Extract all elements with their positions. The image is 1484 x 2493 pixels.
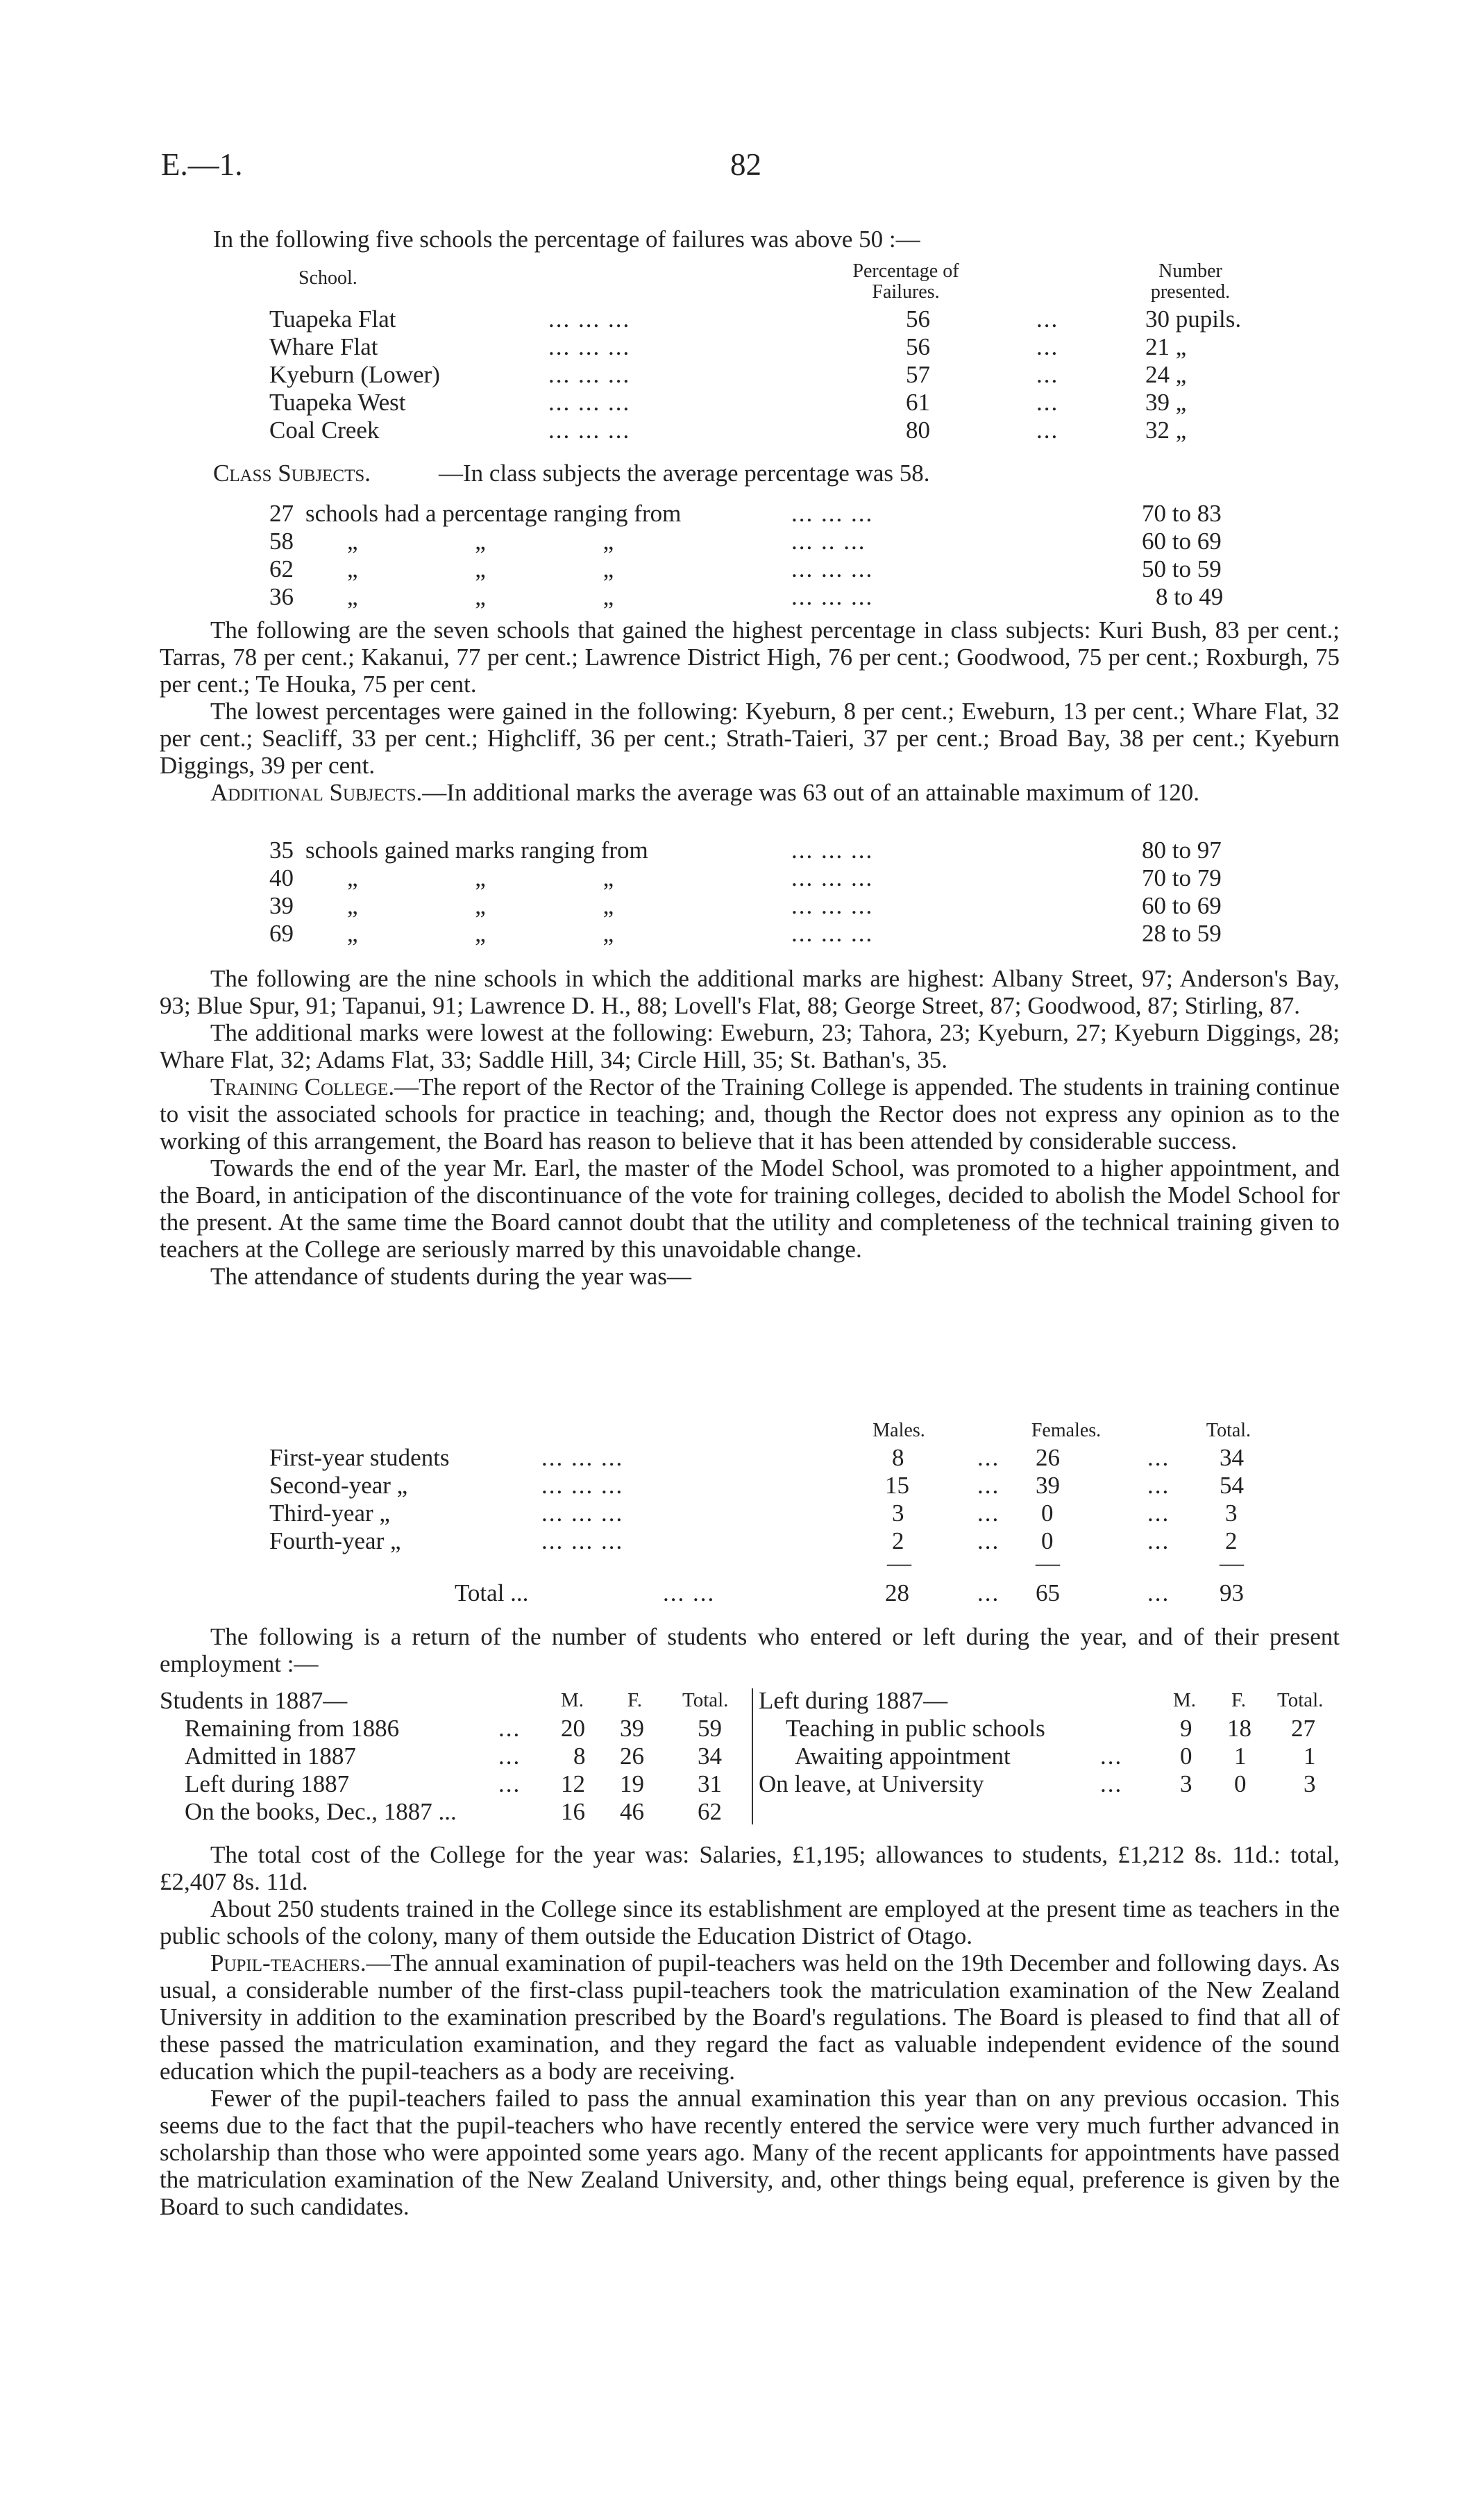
- att-col-females: Females.: [1031, 1420, 1102, 1441]
- document-code: E.—1.: [161, 147, 243, 182]
- training-college-paragraph: Training College.—The report of the Rector of the Training College is appended. The students in training continue to visit the associated schools for practice in teaching; and, though the Rector does not express any opinion as to the working of this arrangement, the Board has reason to believe that it has been attended by considerable success.: [160, 1073, 1340, 1155]
- class-lowest-paragraph: The lowest percentages were gained in the following: Kyeburn, 8 per cent.; Eweburn, 13 per cent.; Whare Flat, 32 per cent.; Seacliff, 33 per cent.; Highcliff, 36 per cent.; Strath-Taieri, 37 per cent.; Broad Bay, 38 per cent.; Kyeburn Diggings, 39 per cent.: [160, 698, 1340, 779]
- total-rule: —: [887, 1550, 911, 1577]
- col-num-header: Number presented.: [1150, 260, 1231, 303]
- col-school-header: School.: [298, 267, 357, 289]
- closing-paragraphs: [160, 1841, 1340, 2220]
- additional-subjects-paragraph: Additional Subjects.—In additional marks the average was 63 out of an attainable maximum of 120.: [210, 779, 1199, 806]
- return-intro: The following is a return of the number of students who entered or left during the year, and of their present employment :—: [160, 1623, 1340, 1677]
- cost-paragraph: The total cost of the College for the year was: Salaries, £1,195; allowances to students, £1,212 8s. 11d.: total, £2,407 8s. 11d.: [160, 1841, 1340, 1895]
- table-divider: [752, 1688, 753, 1824]
- attendance-intro: The attendance of students during the year was—: [210, 1263, 691, 1290]
- training-college-heading: Training College.: [210, 1073, 395, 1100]
- att-col-total: Total.: [1206, 1420, 1251, 1441]
- pupil-teachers-heading: Pupil-teachers.: [210, 1949, 366, 1976]
- class-highest-paragraph: The following are the seven schools that gained the highest percentage in class subjects: Kuri Bush, 83 per cent.; Tarras, 78 per cent.; Kakanui, 77 per cent.; Lawrence District High, 76 per cent.; Goodwood, 75 per cent.; Roxburgh, 75 per cent.; Te Houka, 75 per cent.: [160, 616, 1340, 698]
- page-number: 82: [730, 147, 761, 182]
- att-col-males: Males.: [872, 1420, 925, 1441]
- employed-paragraph: About 250 students trained in the College since its establishment are employed at the present time as teachers in the public schools of the colony, many of them outside the Education District of Otago.: [160, 1895, 1340, 1949]
- additional-lowest-paragraph: The additional marks were lowest at the following: Eweburn, 23; Tahora, 23; Kyeburn, 27; Kyeburn Diggings, 28; Whare Flat, 32; Adams Flat, 33; Saddle Hill, 34; Circle Hill, 35; St. Bathan's, 35.: [160, 1019, 1340, 1073]
- col-pct-header: Percentage of Failures.: [852, 260, 959, 303]
- total-rule: —: [1036, 1550, 1060, 1577]
- failures-intro: In the following five schools the percentage of failures was above 50 :—: [213, 226, 920, 253]
- document-page: E.—1. 82 In the following five schools the percentage of failures was above 50 :— School. Percentage of Failures. Number presented. Tuapeka Flat ... ... ... 56 ... 30 pupils. Whare Flat ... ... ... 56 ... 21 „ Kyeburn (Lower) ... ... ... 57 ... 24 „ Tuapeka West ... ... ... 61 ... 39 „ Coal Creek ... ... ... 80 ... 32 „ Class Subjects. —In class subjects the average percentage was 58. 27 schools had a percentage ranging from ... ... ... 70 to 83 58 „ „ „ ... .. ... 60 to 69 62 „ „ „ ... ... ... 50 to 59 36 „ „ „ ... ... ... 8 to 49 The following are the seven schools that gained the highest percentage in class subjects: Kuri Bush, 83 per cent.; Tarras, 78 per cent.; Kakanui, 77 per cent.; Lawrence District High, 76 per cent.; Goodwood, 75 per cent.; Roxburgh, 75 per cent.; Te Houka, 75 per cent. The lowest percentages were gained in the following: Kyeburn, 8 per cent.; Eweburn, 13 per cent.; Whare Flat, 32 per cent.; Seacliff, 33 per cent.; Highcliff, 36 per cent.; Strath-Taieri, 37 per cent.; Broad Bay, 38 per cent.; Kyeburn Diggings, 39 per cent. Additional Subjects.—In additional marks the average was 63 out of an attainable maximum of 120. 35 schools gained marks ranging from ... ... ... 80 to 97 40 „ „ „ ... ... ... 70 to 79 39 „ „ „ ... ... ... 60 to 69 69 „ „ „ ... ... ... 28 to 59 The following are the nine schools in which the additional marks are highest: Albany Street, 97; Anderson's Bay, 93; Blue Spur, 91; Tapanui, 91; Lawrence D. H., 88; Lovell's Flat, 88; George Street, 87; Goodwood, 87; Stirling, 87. The additional marks were lowest at the following: Eweburn, 23; Tahora, 23; Kyeburn, 27; Kyeburn Diggings, 28; Whare Flat, 32; Adams Flat, 33; Saddle Hill, 34; Circle Hill, 35; St. Bathan's, 35. Training College.—The report of the Rector of the Training College is appended. The students in training continue to visit the associated schools for practice in teaching; and, though the Rector does not express any opinion as to the working of this arrangement, the Board has reason to believe that it has been attended by considerable success. Towards the end of the year Mr. Earl, the master of the Model School, was promoted to a higher appointment, and the Board, in anticipation of the discontinuance of the vote for training colleges, decided to abolish the Model School for the present. At the same time the Board cannot doubt that the utility and completeness of the technical training given to teachers at the College are seriously marred by this unavoidable change. The attendance of students during the year was— Males. Females. Total. First-year students ... ... ... 8 ... 26 ... 34 Second-year „ ... ... ... 15 ... 39 ... 54 Third-year „ ... ... ... 3 ... 0 ... 3 Fourth-year „ ... ... ... 2 ... 0 ... 2 — — — Total ... ... ... 28 ... 65 ... 93 The following is a return of the number of students who entered or left during the year, and of their present employment :— Students in 1887— M. F. Total. Remaining from 1886 ... 20 39 59 Admitted in 1887 ... 8 26 34 Left during 1887 ... 12 19 31 On the books, Dec., 1887 ... 16 46 62 Left during 1887— M. F. Total. Teaching in public schools 9 18 27 Awaiting appointment ... 0 1 1 On leave, at University ... 3 0 3 The total cost of the College for the year was: Salaries, £1,195; allowances to students, £1,212 8s. 11d.: total, £2,407 8s. 11d. About 250 students trained in the College since its establishment are employed at the present time as teachers in the public schools of the colony, many of them outside the Education District of Otago. Pupil-teachers.—The annual examination of pupil-teachers was held on the 19th December and following days. As usual, a considerable number of the first-class pupil-teachers took the matriculation examination of the New Zealand University in addition to the examination prescribed by the Board's regulations. The Board is pleased to find that all of these passed the matriculation examination, and they regard the fact as valuable independent evidence of the sound education which the pupil-teachers as a body are receiving. Fewer of the pupil-teachers failed to pass the annual examination this year than on any previous occasion. This seems due to the fact that the pupil-teachers who have recently entered the service were very much further advanced in scholarship than those who were appointed some years ago. Many of the recent applicants for appointments have passed the matriculation examination of the New Zealand University, and, other things being equal, preference is given by the Board to such candidates.: [160, 147, 1340, 2220]
- additional-and-training-paragraphs: [160, 965, 1340, 1290]
- pupil-teachers-paragraph: Pupil-teachers.—The annual examination of pupil-teachers was held on the 19th December and following days. As usual, a considerable number of the first-class pupil-teachers took the matriculation examination of the New Zealand University in addition to the examination prescribed by the Board's regulations. The Board is pleased to find that all of these passed the matriculation examination, and they regard the fact as valuable independent evidence of the sound education which the pupil-teachers as a body are receiving.: [160, 1949, 1340, 2085]
- return-intro-block: [160, 1623, 1340, 1677]
- total-rule: —: [1220, 1550, 1244, 1577]
- pupil-teachers-second-paragraph: Fewer of the pupil-teachers failed to pass the annual examination this year than on any previous occasion. This seems due to the fact that the pupil-teachers who have recently entered the service were very much further advanced in scholarship than those who were appointed some years ago. Many of the recent applicants for appointments have passed the matriculation examination of the New Zealand University, and, other things being equal, preference is given by the Board to such candidates.: [160, 2085, 1340, 2220]
- additional-highest-paragraph: The following are the nine schools in which the additional marks are highest: Albany Street, 97; Anderson's Bay, 93; Blue Spur, 91; Tapanui, 91; Lawrence D. H., 88; Lovell's Flat, 88; George Street, 87; Goodwood, 87; Stirling, 87.: [160, 965, 1340, 1019]
- class-subjects-heading: Class Subjects.: [213, 460, 371, 487]
- class-subjects-paragraphs: [160, 616, 1340, 806]
- additional-subjects-heading: Additional Subjects.: [210, 779, 423, 806]
- model-school-paragraph: Towards the end of the year Mr. Earl, the master of the Model School, was promoted to a higher appointment, and the Board, in anticipation of the discontinuance of the vote for training colleges, decided to abolish the Model School for the present. At the same time the Board cannot doubt that the utility and completeness of the technical training given to teachers at the College are seriously marred by this unavoidable change.: [160, 1155, 1340, 1263]
